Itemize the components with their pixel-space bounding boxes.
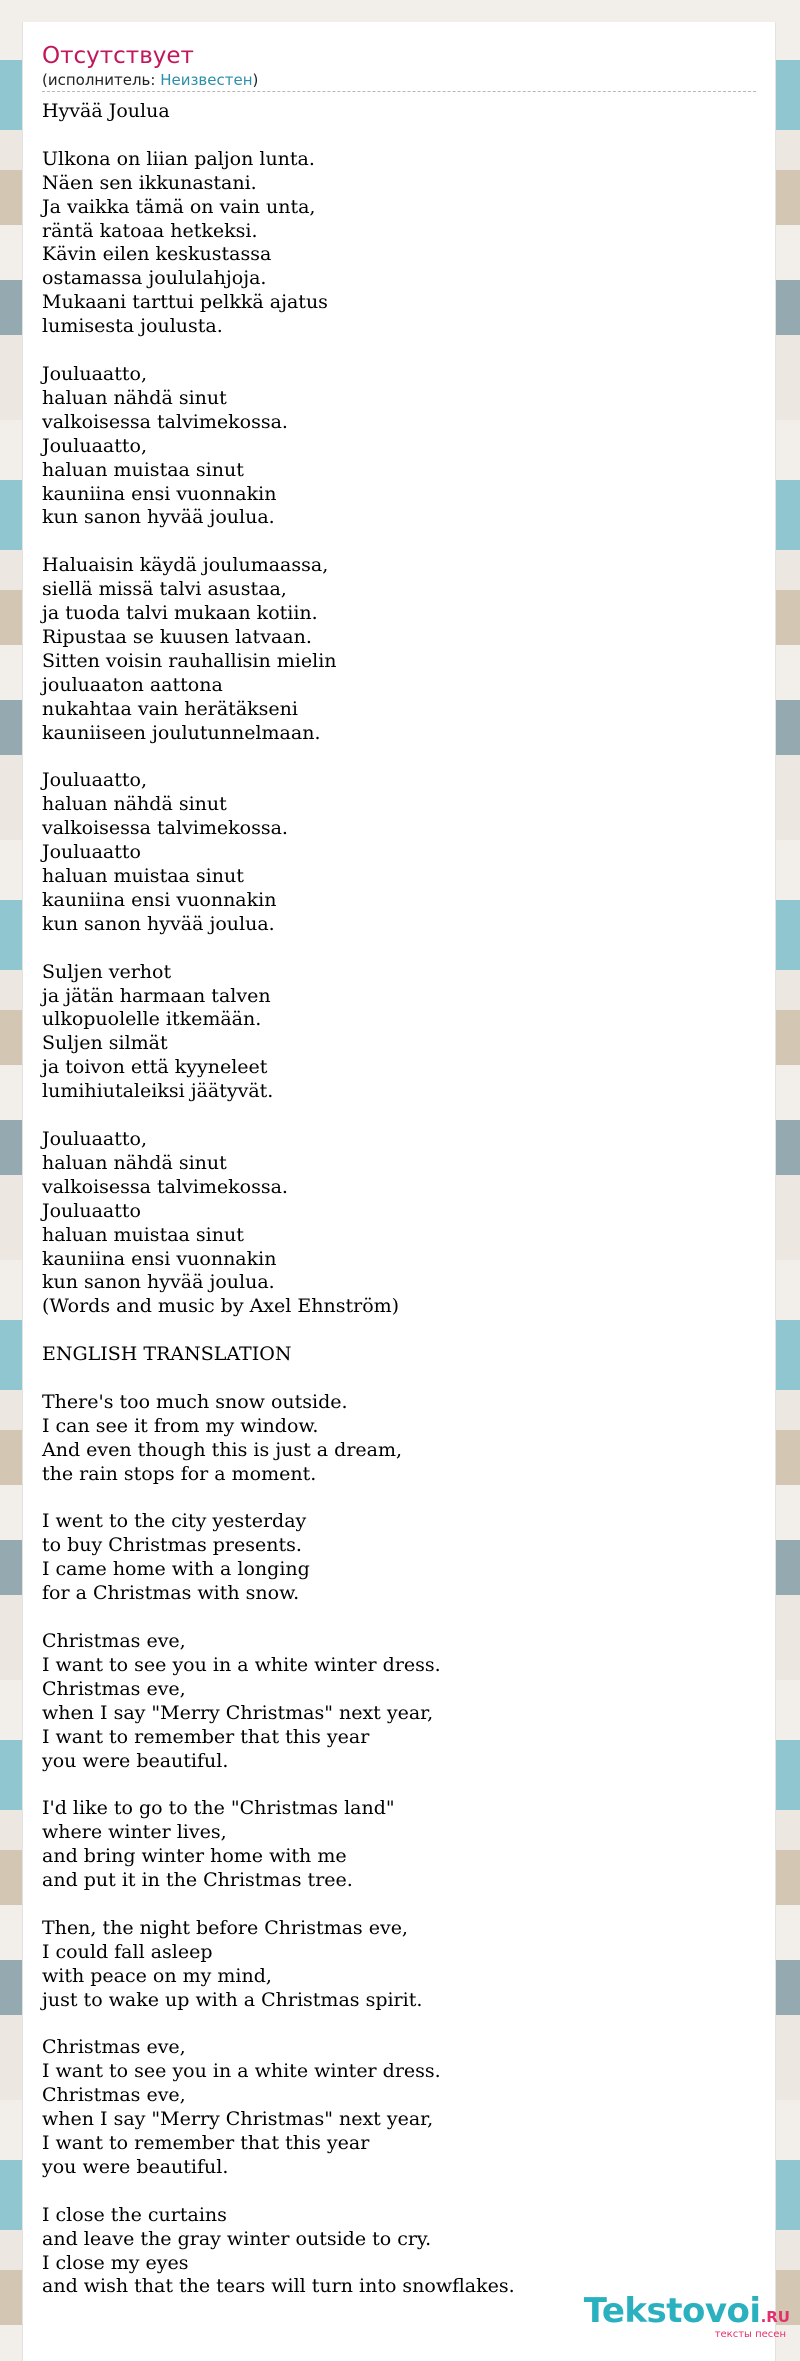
- site-logo[interactable]: [584, 2293, 790, 2341]
- lyrics-page-card: [22, 22, 776, 2361]
- logo-domain-suffix: .RU: [760, 2308, 790, 2326]
- lyrics-text: Hyvää Joulua Ulkona on liian paljon lunta. Näen sen ikkunastani. Ja vaikka tämä on vain unta, räntä katoaa hetkeksi. Kävin eilen keskustassa ostamassa joululahjoja. Mukaani tarttui pelkkä ajatus lumisesta joulusta. Jouluaatto, haluan nähdä sinut valkoisessa talvimekossa. Jouluaatto, haluan muistaa sinut kauniina ensi vuonnakin kun sanon hyvää joulua. Haluaisin käydä joulumaassa, siellä missä talvi asustaa, ja tuoda talvi mukaan kotiin. Ripustaa se kuusen latvaan. Sitten voisin rauhallisin mielin jouluaaton aattona nukahtaa vain herätäkseni kauniiseen joulutunnelmaan. Jouluaatto, haluan nähdä sinut valkoisessa talvimekossa. Jouluaatto haluan muistaa sinut kauniina ensi vuonnakin kun sanon hyvää joulua. Suljen verhot ja jätän harmaan talven ulkopuolelle itkemään. Suljen silmät ja toivon että kyyneleet lumihiutaleiksi jäätyvät. Jouluaatto, haluan nähdä sinut valkoisessa talvimekossa. Jouluaatto haluan muistaa sinut kauniina ensi vuonnakin kun sanon hyvää joulua. (Words and music by Axel Ehnström) ENGLISH TRANSLATION There's too much snow outside. I can see it from my window. And even though this is just a dream, the rain stops for a moment. I went to the city yesterday to buy Christmas presents. I came home with a longing for a Christmas with snow. Christmas eve, I want to see you in a white winter dress. Christmas eve, when I say "Merry Christmas" next year, I want to remember that this year you were beautiful. I'd like to go to the "Christmas land" where winter lives, and bring winter home with me and put it in the Christmas tree. Then, the night before Christmas eve, I could fall asleep with peace on my mind, just to wake up with a Christmas spirit. Christmas eve, I want to see you in a white winter dress. Christmas eve, when I say "Merry Christmas" next year, I want to remember that this year you were beautiful. I close the curtains and leave the gray winter outside to cry. I close my eyes and wish that the tears will turn into snowflakes.: [42, 100, 515, 2298]
- logo-tagline: тексты песен: [714, 2329, 786, 2340]
- title-divider: [42, 91, 756, 92]
- artist-line: [42, 70, 258, 90]
- artist-prefix: (исполнитель:: [42, 71, 161, 89]
- song-title: Отсутствует: [42, 43, 194, 69]
- logo-wordmark: Tekstovoi: [583, 2291, 761, 2331]
- artist-suffix: ): [252, 71, 259, 89]
- artist-link[interactable]: Неизвестен: [160, 71, 253, 89]
